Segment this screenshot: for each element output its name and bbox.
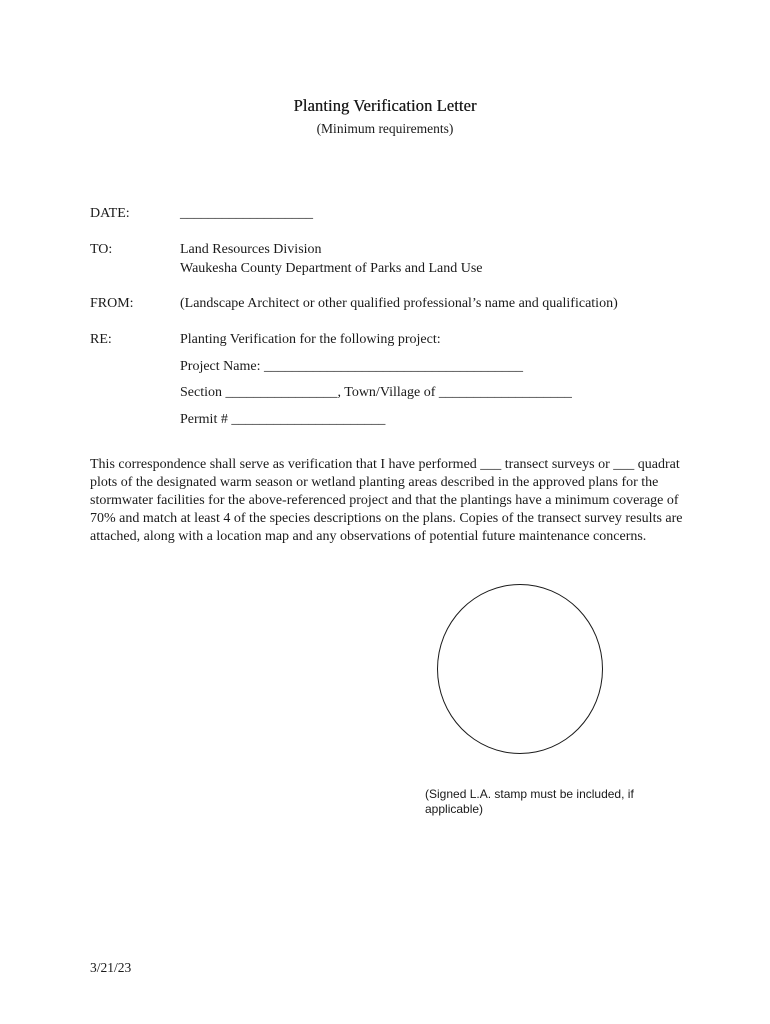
section-field[interactable]: ________________ [225,385,338,400]
date-label: DATE: [90,206,130,221]
project-name-row [180,359,523,375]
project-name-field[interactable]: _____________________________________ [263,359,523,374]
stamp-circle [437,584,603,754]
permit-field[interactable]: ______________________ [231,412,386,427]
to-line-1: Land Resources Division [180,242,322,257]
footer-date: 3/21/23 [90,960,132,975]
to-label: TO: [90,242,113,257]
page-title: Planting Verification Letter [293,96,477,115]
to-line-2: Waukesha County Department of Parks and Land Use [180,261,483,276]
date-field[interactable]: ___________________ [180,206,313,221]
re-value: Planting Verification for the following project: [180,332,441,347]
stamp-note: (Signed L.A. stamp must be included, if applicable) [425,787,634,816]
page-subtitle: (Minimum requirements) [316,121,454,136]
body-paragraph: This correspondence shall serve as verification that I have performed ___ transect surveys or ___ quadrat plots of the designated warm season or wetland planting areas described in the approved plans for the stormwater facilities for the above-referenced project and that the plantings have a minimum coverage of 70% and match at least 4 of the species descriptions on the plans. Copies of the transect survey results are attached, along with a location map and any observations of potential future maintenance concerns. [90,457,683,545]
town-label: , Town/Village of [337,385,436,400]
permit-row [180,412,385,428]
project-name-label: Project Name: [180,359,261,374]
from-field[interactable]: (Landscape Architect or other qualified professional’s name and qualification) [180,296,618,311]
permit-label: Permit # [180,412,228,427]
section-label: Section [180,385,222,400]
town-field[interactable]: ___________________ [438,385,572,400]
section-row [180,385,572,401]
re-label: RE: [90,332,112,347]
from-label: FROM: [90,296,134,311]
